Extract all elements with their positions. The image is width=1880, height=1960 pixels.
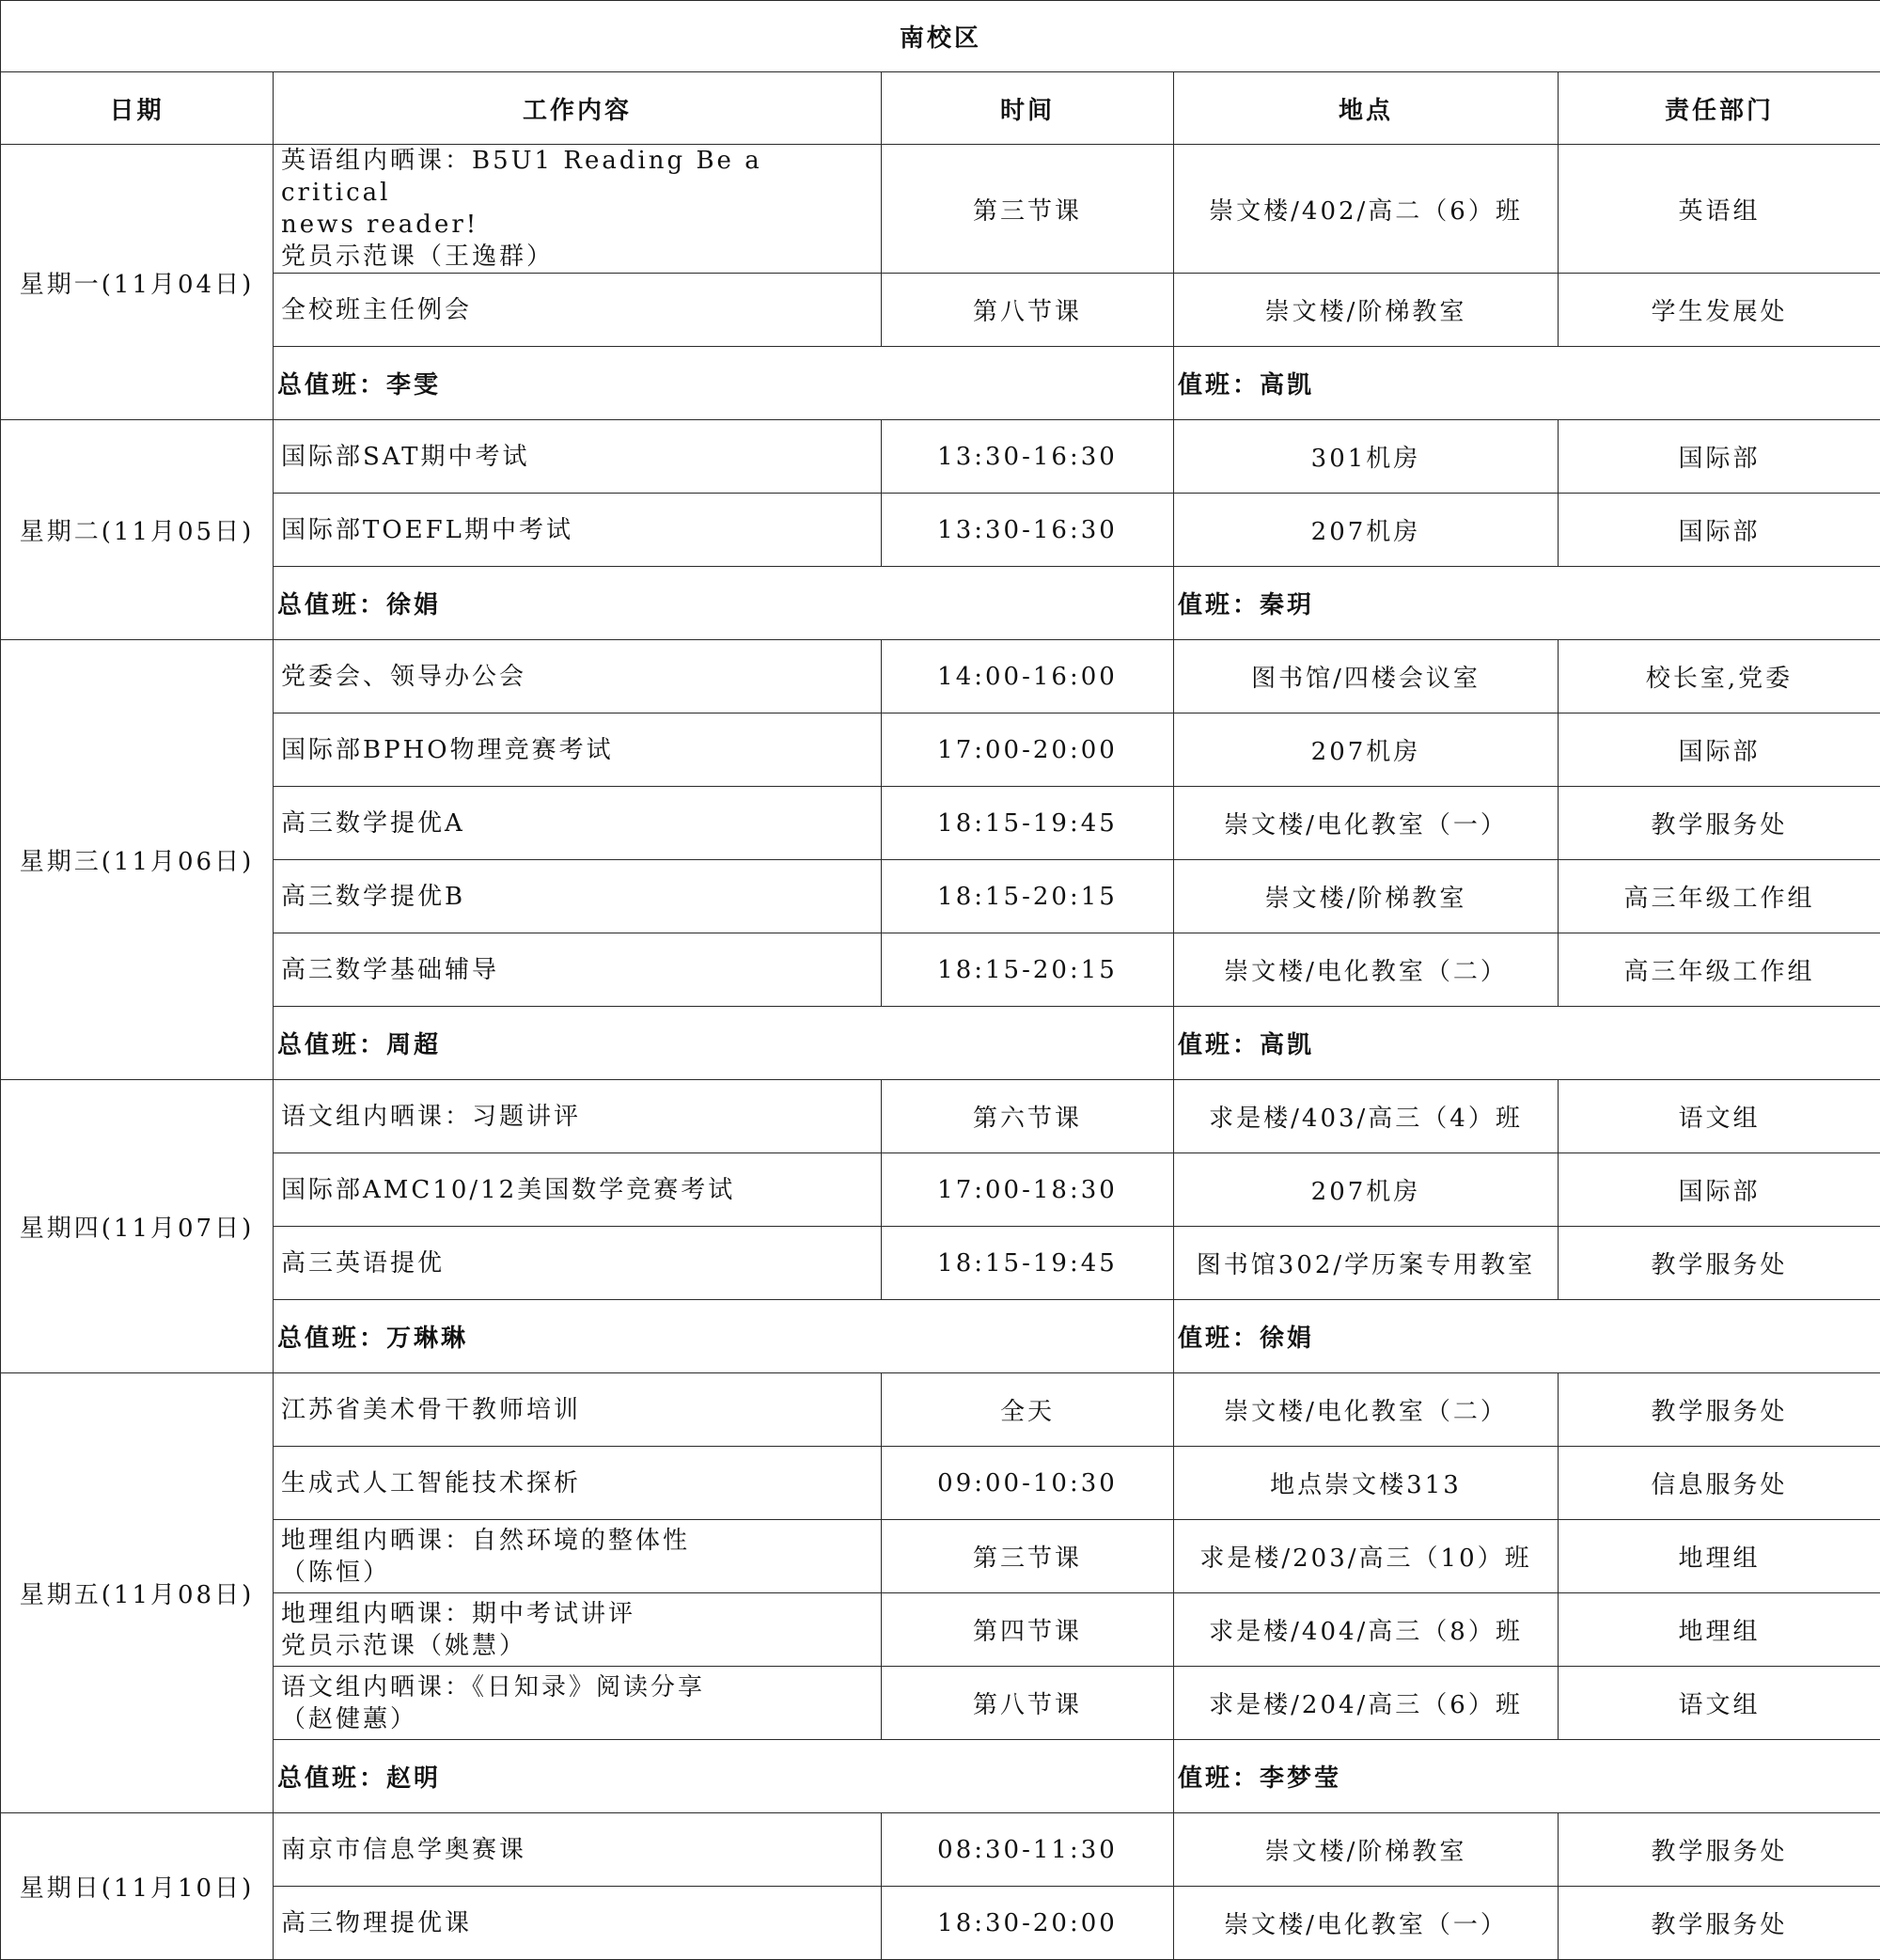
date-cell: 星期一(11月04日)	[1, 145, 274, 420]
dept-cell: 语文组	[1559, 1667, 1880, 1740]
time-cell: 18:30-20:00	[882, 1887, 1174, 1960]
content-cell: 语文组内晒课：习题讲评	[274, 1080, 882, 1153]
place-cell: 207机房	[1174, 713, 1559, 787]
dept-cell: 国际部	[1559, 420, 1880, 494]
date-cell: 星期日(11月10日)	[1, 1813, 274, 1960]
content-cell: 高三数学基础辅导	[274, 933, 882, 1007]
dept-cell: 学生发展处	[1559, 274, 1880, 347]
date-cell: 星期四(11月07日)	[1, 1080, 274, 1373]
time-cell: 18:15-20:15	[882, 933, 1174, 1007]
table-row	[1, 420, 1880, 494]
dept-cell: 教学服务处	[1559, 1227, 1880, 1300]
table-row	[1, 1447, 1880, 1520]
chief-duty-cell	[274, 567, 1174, 640]
time-cell: 第三节课	[882, 1520, 1174, 1593]
place-cell: 崇文楼/电化教室（二）	[1174, 1373, 1559, 1447]
header-place: 地点	[1174, 72, 1559, 145]
place-cell: 崇文楼/402/高二（6）班	[1174, 145, 1559, 274]
header-date: 日期	[1, 72, 274, 145]
chief-duty-label: 总值班：	[277, 1325, 386, 1353]
on-duty-cell	[1174, 1740, 1880, 1813]
content-cell: 地理组内晒课：自然环境的整体性 （陈恒）	[274, 1520, 882, 1593]
content-cell: 国际部TOEFL期中考试	[274, 494, 882, 567]
time-cell: 第六节课	[882, 1080, 1174, 1153]
content-cell: 国际部SAT期中考试	[274, 420, 882, 494]
date-cell: 星期五(11月08日)	[1, 1373, 274, 1813]
campus-title: 南校区	[1, 1, 1880, 72]
date-cell: 星期二(11月05日)	[1, 420, 274, 640]
content-cell: 高三数学提优A	[274, 787, 882, 860]
time-cell: 第八节课	[882, 274, 1174, 347]
chief-duty-name: 赵明	[386, 1764, 441, 1793]
table-row	[1, 1593, 1880, 1667]
place-cell: 崇文楼/阶梯教室	[1174, 274, 1559, 347]
content-cell: 全校班主任例会	[274, 274, 882, 347]
place-cell: 求是楼/204/高三（6）班	[1174, 1667, 1559, 1740]
time-cell: 13:30-16:30	[882, 494, 1174, 567]
content-cell: 江苏省美术骨干教师培训	[274, 1373, 882, 1447]
dept-cell: 教学服务处	[1559, 1887, 1880, 1960]
dept-cell: 教学服务处	[1559, 1813, 1880, 1887]
table-row	[1, 1153, 1880, 1227]
place-cell: 求是楼/203/高三（10）班	[1174, 1520, 1559, 1593]
dept-cell: 高三年级工作组	[1559, 860, 1880, 933]
table-row	[1, 640, 1880, 713]
on-duty-label: 值班：	[1178, 371, 1260, 400]
on-duty-label: 值班：	[1178, 1325, 1260, 1353]
place-cell: 崇文楼/电化教室（一）	[1174, 787, 1559, 860]
table-row	[1, 1080, 1880, 1153]
table-row	[1, 274, 1880, 347]
chief-duty-name: 徐娟	[386, 591, 441, 619]
header-row	[1, 72, 1880, 145]
place-cell: 301机房	[1174, 420, 1559, 494]
time-cell: 第八节课	[882, 1667, 1174, 1740]
content-cell: 英语组内晒课：B5U1 Reading Be a critical news reader! 党员示范课（王逸群）	[274, 145, 882, 274]
place-cell: 求是楼/404/高三（8）班	[1174, 1593, 1559, 1667]
content-cell: 国际部BPHO物理竞赛考试	[274, 713, 882, 787]
chief-duty-label: 总值班：	[277, 591, 386, 619]
table-row	[1, 1520, 1880, 1593]
table-row	[1, 1813, 1880, 1887]
chief-duty-label: 总值班：	[277, 371, 386, 400]
time-cell: 17:00-18:30	[882, 1153, 1174, 1227]
place-cell: 图书馆/四楼会议室	[1174, 640, 1559, 713]
table-row	[1, 1227, 1880, 1300]
dept-cell: 地理组	[1559, 1520, 1880, 1593]
dept-cell: 国际部	[1559, 1153, 1880, 1227]
chief-duty-name: 李雯	[386, 371, 441, 400]
table-row	[1, 1667, 1880, 1740]
on-duty-cell	[1174, 347, 1880, 420]
dept-cell: 英语组	[1559, 145, 1880, 274]
content-cell: 语文组内晒课：《日知录》阅读分享 （赵健蕙）	[274, 1667, 882, 1740]
time-cell: 13:30-16:30	[882, 420, 1174, 494]
table-row	[1, 494, 1880, 567]
time-cell: 18:15-19:45	[882, 787, 1174, 860]
title-row	[1, 1, 1880, 72]
dept-cell: 语文组	[1559, 1080, 1880, 1153]
on-duty-label: 值班：	[1178, 591, 1260, 619]
on-duty-name: 高凯	[1260, 1031, 1314, 1059]
place-cell: 崇文楼/电化教室（一）	[1174, 1887, 1559, 1960]
on-duty-name: 徐娟	[1260, 1325, 1314, 1353]
content-cell: 南京市信息学奥赛课	[274, 1813, 882, 1887]
header-time: 时间	[882, 72, 1174, 145]
dept-cell: 教学服务处	[1559, 1373, 1880, 1447]
on-duty-cell	[1174, 1300, 1880, 1373]
header-content: 工作内容	[274, 72, 882, 145]
content-cell: 高三数学提优B	[274, 860, 882, 933]
dept-cell: 地理组	[1559, 1593, 1880, 1667]
place-cell: 崇文楼/阶梯教室	[1174, 860, 1559, 933]
time-cell: 18:15-19:45	[882, 1227, 1174, 1300]
place-cell: 207机房	[1174, 1153, 1559, 1227]
time-cell: 14:00-16:00	[882, 640, 1174, 713]
dept-cell: 信息服务处	[1559, 1447, 1880, 1520]
content-cell: 国际部AMC10/12美国数学竞赛考试	[274, 1153, 882, 1227]
on-duty-name: 高凯	[1260, 371, 1314, 400]
dept-cell: 国际部	[1559, 713, 1880, 787]
content-cell: 党委会、领导办公会	[274, 640, 882, 713]
header-dept: 责任部门	[1559, 72, 1880, 145]
table-row	[1, 713, 1880, 787]
on-duty-name: 秦玥	[1260, 591, 1314, 619]
dept-cell: 高三年级工作组	[1559, 933, 1880, 1007]
content-cell: 地理组内晒课：期中考试讲评 党员示范课（姚慧）	[274, 1593, 882, 1667]
place-cell: 崇文楼/电化教室（二）	[1174, 933, 1559, 1007]
on-duty-label: 值班：	[1178, 1764, 1260, 1793]
time-cell: 09:00-10:30	[882, 1447, 1174, 1520]
dept-cell: 教学服务处	[1559, 787, 1880, 860]
time-cell: 08:30-11:30	[882, 1813, 1174, 1887]
time-cell: 17:00-20:00	[882, 713, 1174, 787]
duty-row	[1, 1007, 1880, 1080]
place-cell: 地点崇文楼313	[1174, 1447, 1559, 1520]
on-duty-label: 值班：	[1178, 1031, 1260, 1059]
content-cell: 高三物理提优课	[274, 1887, 882, 1960]
duty-row	[1, 1300, 1880, 1373]
time-cell: 第三节课	[882, 145, 1174, 274]
chief-duty-cell	[274, 1300, 1174, 1373]
duty-row	[1, 567, 1880, 640]
chief-duty-label: 总值班：	[277, 1031, 386, 1059]
chief-duty-label: 总值班：	[277, 1764, 386, 1793]
chief-duty-cell	[274, 347, 1174, 420]
duty-row	[1, 347, 1880, 420]
chief-duty-name: 万琳琳	[386, 1325, 468, 1353]
table-row	[1, 1887, 1880, 1960]
on-duty-cell	[1174, 1007, 1880, 1080]
table-row	[1, 787, 1880, 860]
place-cell: 求是楼/403/高三（4）班	[1174, 1080, 1559, 1153]
date-cell: 星期三(11月06日)	[1, 640, 274, 1080]
duty-row	[1, 1740, 1880, 1813]
place-cell: 图书馆302/学历案专用教室	[1174, 1227, 1559, 1300]
content-cell: 生成式人工智能技术探析	[274, 1447, 882, 1520]
content-cell: 高三英语提优	[274, 1227, 882, 1300]
place-cell: 崇文楼/阶梯教室	[1174, 1813, 1559, 1887]
chief-duty-cell	[274, 1740, 1174, 1813]
table-row	[1, 145, 1880, 274]
time-cell: 全天	[882, 1373, 1174, 1447]
place-cell: 207机房	[1174, 494, 1559, 567]
table-row	[1, 860, 1880, 933]
on-duty-name: 李梦莹	[1260, 1764, 1341, 1793]
dept-cell: 校长室,党委	[1559, 640, 1880, 713]
table-row	[1, 1373, 1880, 1447]
chief-duty-name: 周超	[386, 1031, 441, 1059]
on-duty-cell	[1174, 567, 1880, 640]
table-row	[1, 933, 1880, 1007]
time-cell: 第四节课	[882, 1593, 1174, 1667]
chief-duty-cell	[274, 1007, 1174, 1080]
time-cell: 18:15-20:15	[882, 860, 1174, 933]
dept-cell: 国际部	[1559, 494, 1880, 567]
